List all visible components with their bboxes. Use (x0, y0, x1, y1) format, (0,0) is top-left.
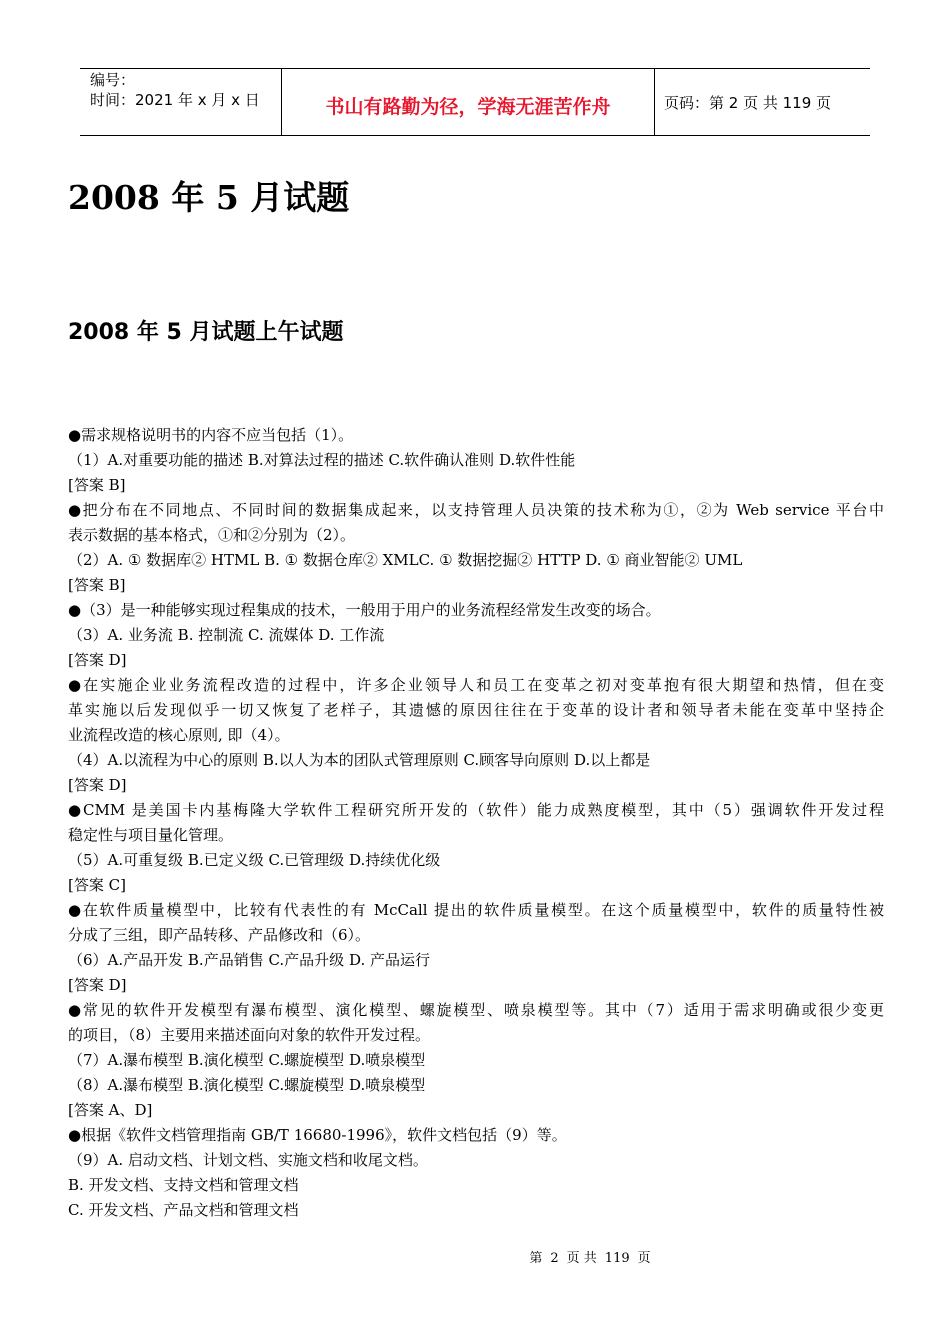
text-line: ●CMM 是美国卡内基梅隆大学软件工程研究所开发的（软件）能力成熟度模型，其中（5）强调软件开发过程 (68, 801, 884, 819)
text-line: B. 开发文档、支持文档和管理文档 (68, 1176, 299, 1194)
text-line: ●需求规格说明书的内容不应当包括（1）。 (68, 426, 354, 444)
footer-total-pages: 119 (604, 1251, 630, 1266)
text-line: ●在软件质量模型中，比较有代表性的有 McCall 提出的软件质量模型。在这个质量模型中，软件的质量特性被 (68, 901, 884, 919)
text-line: （9）A. 启动文档、计划文档、实施文档和收尾文档。 (68, 1151, 428, 1169)
text-line: [答案 B] (68, 476, 126, 494)
text-line: （8）A.瀑布模型 B.演化模型 C.螺旋模型 D.喷泉模型 (68, 1076, 426, 1094)
header-bottom-border (80, 135, 870, 136)
text-line: 稳定性与项目量化管理。 (68, 826, 234, 844)
text-line: ●根据《软件文档管理指南 GB/T 16680-1996》，软件文档包括（9）等。 (68, 1126, 567, 1144)
page-title: 2008 年 5 月试题 (68, 178, 350, 217)
text-line: ●（3）是一种能够实现过程集成的技术，一般用于用户的业务流程经常发生改变的场合。 (68, 601, 661, 619)
text-line: ●在实施企业业务流程改造的过程中，许多企业领导人和员工在变革之初对变革抱有很大期望和热情，但在变 (68, 676, 884, 694)
text-line: （7）A.瀑布模型 B.演化模型 C.螺旋模型 D.喷泉模型 (68, 1051, 426, 1069)
page-footer (0, 1247, 950, 1266)
text-line: [答案 D] (68, 976, 127, 994)
text-line: （6）A.产品开发 B.产品销售 C.产品升级 D. 产品运行 (68, 951, 430, 969)
text-line: （5）A.可重复级 B.已定义级 C.已管理级 D.持续优化级 (68, 851, 441, 869)
header-motto: 书山有路勤为径，学海无涯苦作舟 (325, 96, 611, 118)
text-line: （4）A.以流程为中心的原则 B.以人为本的团队式管理原则 C.顾客导向原则 D.以上都是 (68, 751, 651, 769)
footer-prefix: 第 (529, 1251, 543, 1266)
text-line: 分成了三组，即产品转移、产品修改和（6）。 (68, 926, 371, 944)
text-line: [答案 C] (68, 876, 126, 894)
header-divider-right (654, 68, 655, 136)
question-body (68, 423, 884, 1223)
section-title: 2008 年 5 月试题上午试题 (68, 320, 344, 345)
text-line: 业流程改造的核心原则, 即（4）。 (68, 726, 290, 744)
text-line: [答案 D] (68, 651, 127, 669)
text-line: 表示数据的基本格式，①和②分别为（2）。 (68, 526, 356, 544)
header-time-label: 时间：2021 年 x 月 x 日 (90, 91, 260, 109)
text-line: （3）A. 业务流 B. 控制流 C. 流媒体 D. 工作流 (68, 626, 385, 644)
text-line: （2）A. ① 数据库② HTML B. ① 数据仓库② XMLC. ① 数据挖掘② HTTP D. ① 商业智能② UML (68, 551, 743, 569)
text-line: 的项目，（8）主要用来描述面向对象的软件开发过程。 (68, 1026, 431, 1044)
header-top-border (80, 68, 870, 69)
text-line: [答案 B] (68, 576, 126, 594)
text-line: （1）A.对重要功能的描述 B.对算法过程的描述 C.软件确认准则 D.软件性能 (68, 451, 576, 469)
footer-page-number: 2 (550, 1251, 559, 1266)
text-line: [答案 D] (68, 776, 127, 794)
header-number-label: 编号： (90, 71, 136, 89)
text-line: C. 开发文档、产品文档和管理文档 (68, 1201, 299, 1219)
text-line: 革实施以后发现似乎一切又恢复了老样子，其遗憾的原因往往在于变革的设计者和领导者未能在变革中坚持企 (68, 701, 884, 719)
header-page-label: 页码：第 2 页 共 119 页 (664, 94, 832, 112)
text-line: ●常见的软件开发模型有瀑布模型、演化模型、螺旋模型、喷泉模型等。其中（7）适用于需求明确或很少变更 (68, 1001, 884, 1019)
text-line: ●把分布在不同地点、不同时间的数据集成起来，以支持管理人员决策的技术称为①，②为 Web service 平台中 (68, 501, 884, 519)
footer-middle: 页 共 (566, 1251, 597, 1266)
footer-suffix: 页 (637, 1251, 651, 1266)
text-line: [答案 A、D] (68, 1101, 153, 1119)
